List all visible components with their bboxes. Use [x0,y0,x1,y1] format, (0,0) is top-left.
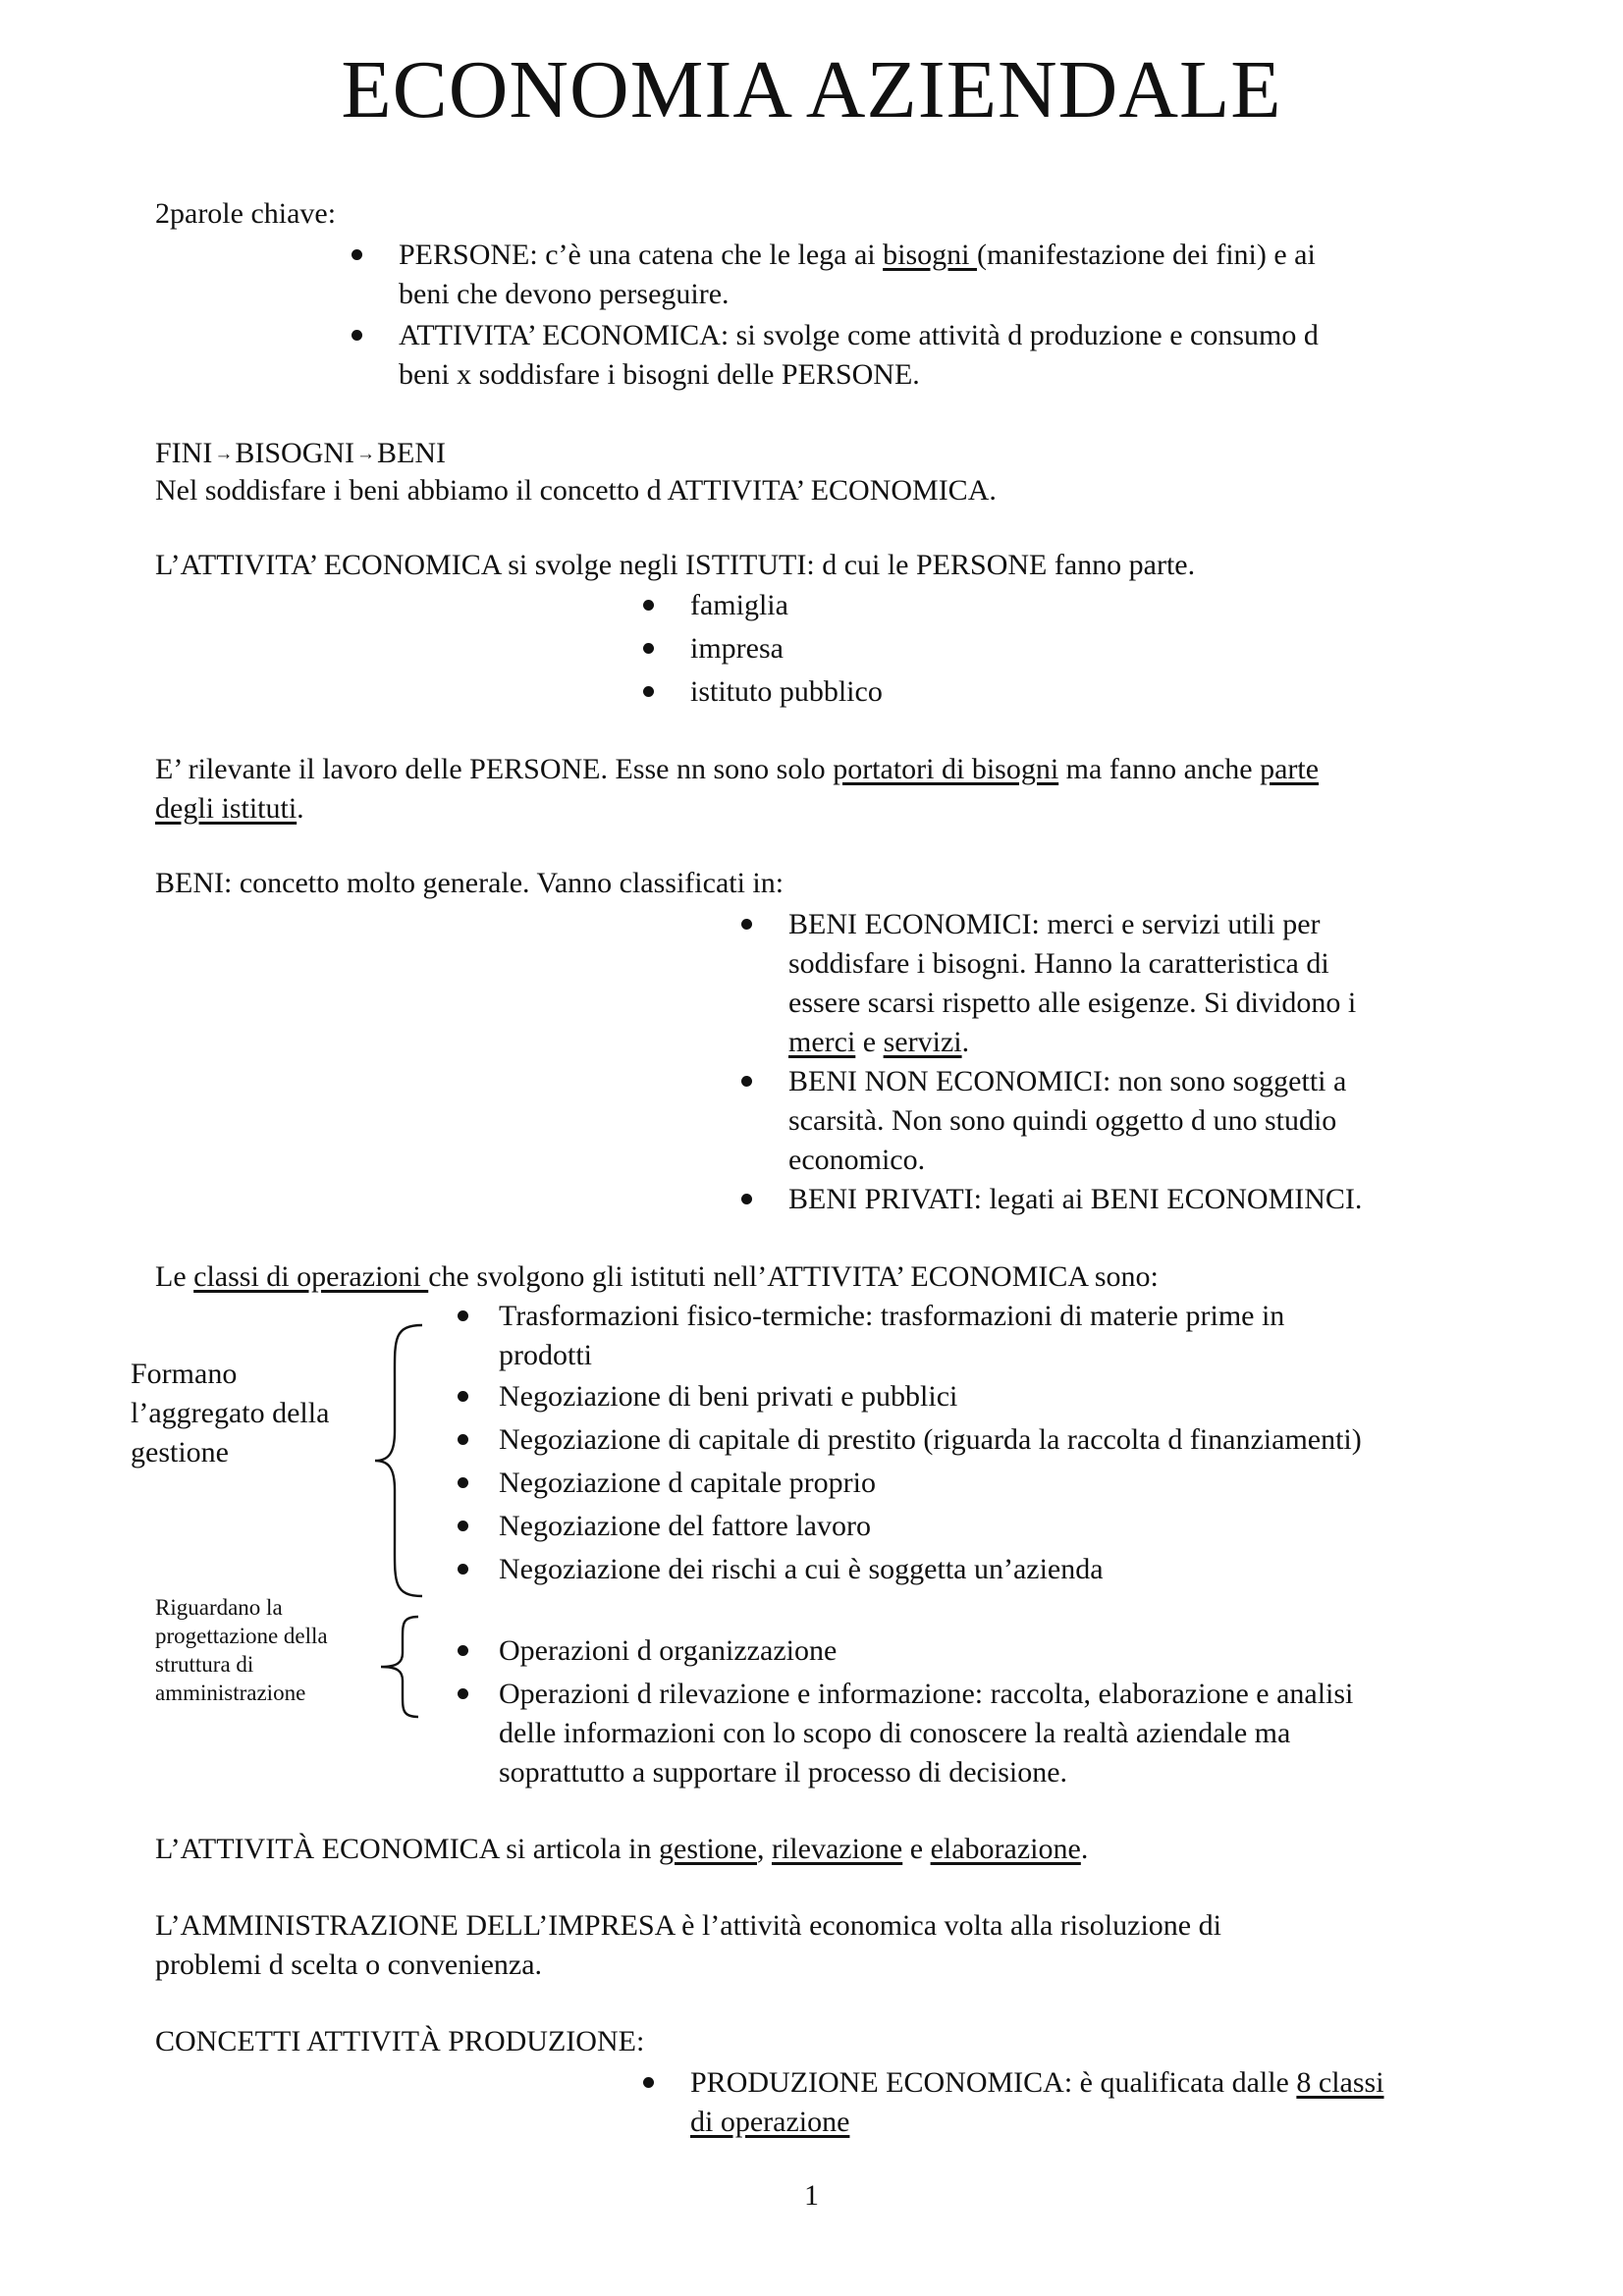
produzione-item-line2: di operazione [690,2106,850,2138]
produzione-item: PRODUZIONE ECONOMICA: è qualificata dalle 8 classi [690,2066,1384,2099]
istituto-item: istituto pubblico [690,675,883,708]
bullet [643,600,654,611]
articola-sentence: L’ATTIVITÀ ECONOMICA si articola in gestione, rilevazione e elaborazione. [155,1833,1089,1865]
operazione-item: Negoziazione dei rischi a cui è soggetta un’azienda [499,1553,1104,1585]
keyword-attivita: ATTIVITA’ ECONOMICA: si svolge come attività d produzione e consumo d [399,319,1319,351]
beni-privati: BENI PRIVATI: legati ai BENI ECONOMINCI. [788,1183,1363,1215]
beni-economici-line4: merci e servizi. [788,1026,970,1058]
operazione-item-line3: soprattutto a supportare il processo di decisione. [499,1756,1068,1789]
bullet [458,1564,468,1575]
operazione-item: Operazioni d rilevazione e informazione: raccolta, elaborazione e analisi [499,1678,1354,1710]
group2-label: struttura di [155,1652,254,1677]
keywords-heading: 2parole chiave: [155,197,337,230]
bullet [458,1477,468,1488]
bullet [458,1391,468,1402]
lavoro-paragraph-line2: degli istituti. [155,792,304,825]
bullet [741,1194,752,1204]
beni-heading: BENI: concetto molto generale. Vanno classificati in: [155,867,784,899]
beni-economici-line2: soddisfare i bisogni. Hanno la caratteristica di [788,947,1329,980]
group2-label: amministrazione [155,1681,306,1705]
istituto-item: famiglia [690,589,788,621]
lavoro-paragraph: E’ rilevante il lavoro delle PERSONE. Esse nn sono solo portatori di bisogni ma fanno anche parte [155,753,1320,785]
beni-non-economici-line3: economico. [788,1144,926,1176]
operazione-item: Trasformazioni fisico-termiche: trasformazioni di materie prime in [499,1300,1285,1332]
bullet [458,1688,468,1699]
operazione-item: Negoziazione del fattore lavoro [499,1510,871,1542]
istituti-sentence: L’ATTIVITA’ ECONOMICA si svolge negli ISTITUTI: d cui le PERSONE fanno parte. [155,549,1196,581]
operazione-item: Operazioni d organizzazione [499,1634,838,1667]
group2-label: Riguardano la [155,1595,283,1620]
keyword-persone: PERSONE: c’è una catena che le lega ai bisogni (manifestazione dei fini) e ai [399,239,1316,271]
amministrazione-paragraph-line2: problemi d scelta o convenienza. [155,1949,543,1981]
beni-economici-line3: essere scarsi rispetto alle esigenze. Si dividono i [788,987,1357,1019]
bullet [458,1521,468,1531]
bullet [741,919,752,930]
operazione-item-line2: prodotti [499,1339,592,1371]
keyword-attivita-line2: beni x soddisfare i bisogni delle PERSONE. [399,358,920,391]
group1-label: Formano [131,1358,238,1390]
operazione-item: Negoziazione d capitale proprio [499,1467,876,1499]
chain-sentence: Nel soddisfare i beni abbiamo il concetto d ATTIVITA’ ECONOMICA. [155,474,997,507]
bullet [352,330,362,341]
curly-brace-icon [371,1321,430,1600]
group1-label: l’aggregato della [131,1397,330,1429]
group2-label: progettazione della [155,1624,328,1648]
group1-label: gestione [131,1436,229,1468]
bullet [352,249,362,260]
beni-economici: BENI ECONOMICI: merci e servizi utili per [788,908,1321,940]
operazione-item: Negoziazione di capitale di prestito (riguarda la raccolta d finanziamenti) [499,1423,1362,1456]
bullet [458,1434,468,1445]
chain-fini-bisogni-beni: FINI →BISOGNI →BENI [155,437,447,469]
beni-non-economici: BENI NON ECONOMICI: non sono soggetti a [788,1065,1347,1097]
produzione-heading: CONCETTI ATTIVITÀ PRODUZIONE: [155,2025,645,2057]
bullet [643,643,654,654]
operazione-item-line2: delle informazioni con lo scopo di conoscere la realtà aziendale ma [499,1717,1291,1749]
keyword-persone-line2: beni che devono perseguire. [399,278,730,310]
amministrazione-paragraph: L’AMMINISTRAZIONE DELL’IMPRESA è l’attività economica volta alla risoluzione di [155,1909,1221,1942]
bullet [458,1310,468,1321]
bullet [458,1645,468,1656]
operazione-item: Negoziazione di beni privati e pubblici [499,1380,958,1413]
bullet [741,1076,752,1087]
beni-non-economici-line2: scarsità. Non sono quindi oggetto d uno studio [788,1104,1337,1137]
page-number: 1 [804,2179,819,2212]
page-title: ECONOMIA AZIENDALE [341,44,1282,135]
bullet [643,2077,654,2088]
operazioni-intro: Le classi di operazioni che svolgono gli istituti nell’ATTIVITA’ ECONOMICA sono: [155,1260,1159,1293]
bullet [643,686,654,697]
curly-brace-icon [375,1614,424,1720]
istituto-item: impresa [690,632,784,665]
